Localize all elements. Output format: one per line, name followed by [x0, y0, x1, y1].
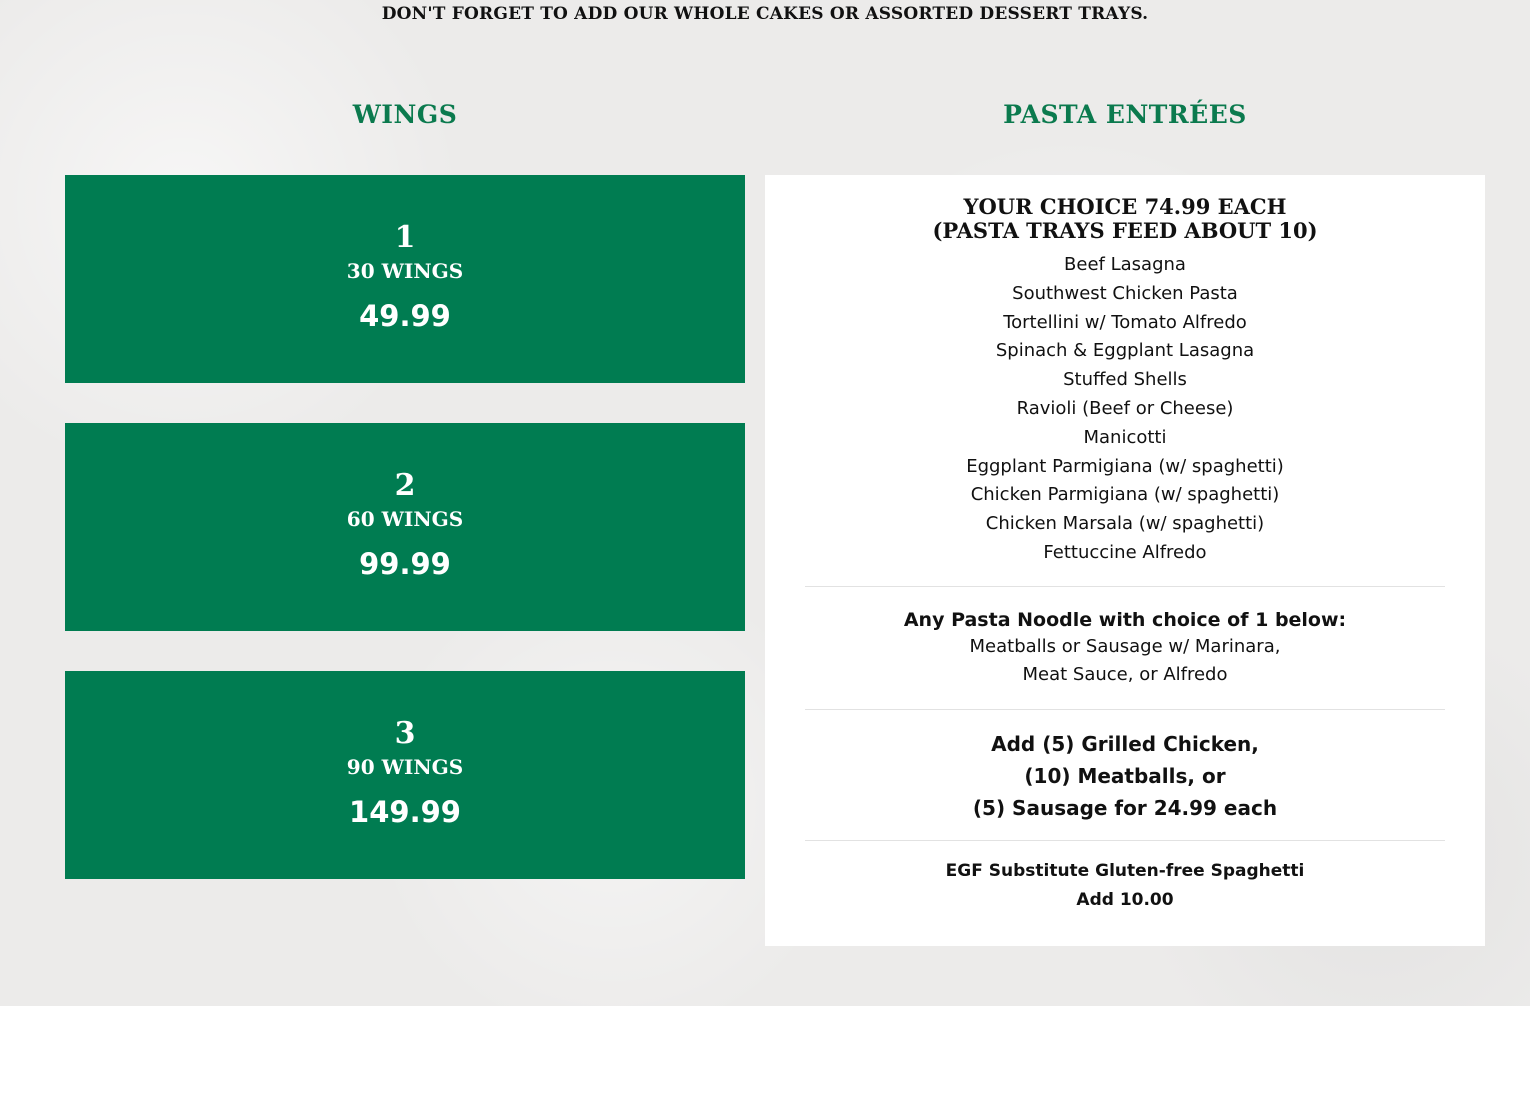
pasta-title: PASTA ENTRÉES [1003, 100, 1247, 129]
pasta-heading [765, 195, 1485, 243]
pasta-item: Tortellini w/ Tomato Alfredo [1003, 311, 1247, 333]
pasta-item: Eggplant Parmigiana (w/ spaghetti) [966, 455, 1284, 477]
pasta-item: Manicotti [1083, 426, 1167, 448]
add-protein-line: (5) Sausage for 24.99 each [972, 795, 1278, 820]
noodle-option-block [765, 587, 1485, 709]
add-protein-line: (10) Meatballs, or [1024, 763, 1226, 788]
wing-option-price: 149.99 [349, 795, 461, 829]
wing-option-3 [65, 671, 745, 879]
wing-option-number: 2 [394, 468, 416, 503]
gluten-free-price: Add 10.00 [1076, 889, 1174, 910]
pasta-item: Beef Lasagna [1064, 254, 1186, 275]
noodle-choices-line: Meat Sauce, or Alfredo [1022, 663, 1228, 685]
wing-option-count: 90 WINGS [346, 755, 464, 779]
pasta-item: Stuffed Shells [1063, 369, 1187, 391]
pasta-item: Ravioli (Beef or Cheese) [1016, 397, 1234, 419]
noodle-heading: Any Pasta Noodle with choice of 1 below: [903, 608, 1347, 631]
dessert-note: DON'T FORGET TO ADD OUR WHOLE CAKES OR ASSORTED DESSERT TRAYS. [381, 4, 1149, 24]
wing-option-price: 49.99 [359, 299, 451, 333]
gluten-free-label: EGF Substitute Gluten-free Spaghetti [945, 860, 1305, 881]
pasta-card [765, 175, 1485, 946]
pasta-item: Chicken Parmigiana (w/ spaghetti) [970, 484, 1280, 506]
pasta-item: Spinach & Eggplant Lasagna [995, 340, 1255, 362]
wing-option-count: 30 WINGS [346, 259, 464, 283]
pasta-item: Chicken Marsala (w/ spaghetti) [985, 513, 1265, 535]
wing-option-1 [65, 175, 745, 383]
add-protein-line: Add (5) Grilled Chicken, [991, 731, 1259, 756]
pasta-item: Southwest Chicken Pasta [1012, 282, 1238, 304]
noodle-choices-line: Meatballs or Sausage w/ Marinara, [969, 635, 1281, 657]
pasta-item: Fettuccine Alfredo [1043, 541, 1207, 563]
wing-option-price: 99.99 [359, 547, 451, 581]
gluten-free-block [765, 841, 1485, 915]
pasta-heading-price: YOUR CHOICE 74.99 EACH [963, 194, 1287, 219]
wing-option-count: 60 WINGS [346, 507, 464, 531]
wing-option-2 [65, 423, 745, 631]
wings-title: WINGS [352, 100, 458, 129]
pasta-heading-serves: (PASTA TRAYS FEED ABOUT 10) [932, 218, 1318, 243]
pasta-item-list [765, 251, 1485, 568]
add-protein-block [765, 710, 1485, 840]
wing-option-number: 1 [394, 220, 416, 255]
wing-option-number: 3 [394, 716, 416, 751]
